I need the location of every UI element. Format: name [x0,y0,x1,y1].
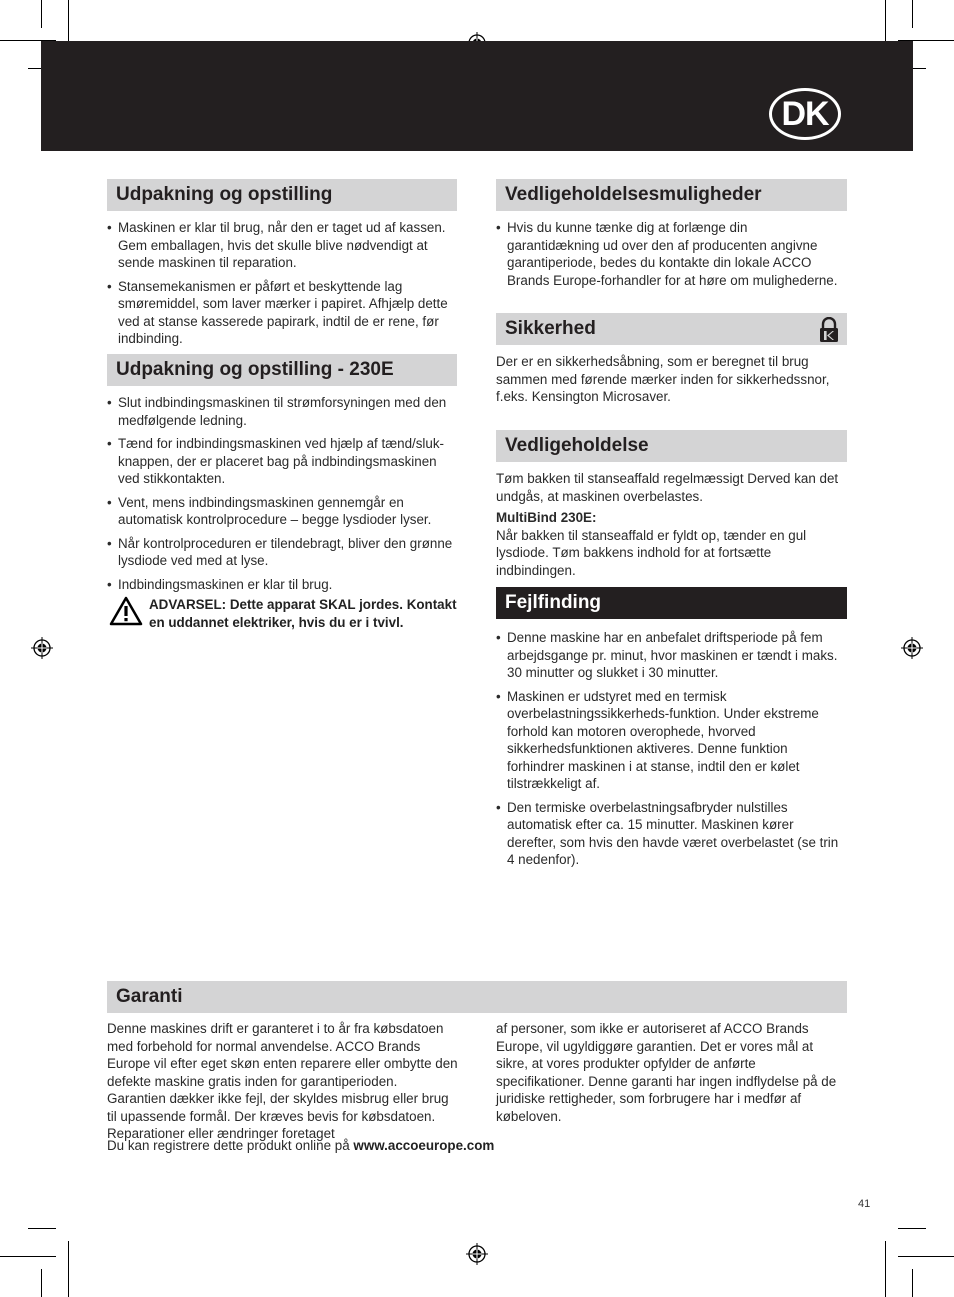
section-title-maintenance: Vedligeholdelse [496,430,847,462]
troubleshooting-body [496,629,842,875]
warranty-text: af personer, som ikke er autoriseret af ACCO Brands Europe, vil ugyldiggøre garantien. Det er vores mål at sikre, at vores produkter opfylder de anførte specifikationer. Denne garanti har ingen indflydelse på de juridiske rettigheder, som forbrugere har i medfør af købeloven. [496,1021,837,1124]
register-text: Du kan registrere dette produkt online på [107,1138,350,1153]
crop-mark [28,1228,56,1229]
section-title-troubleshooting: Fejlfinding [496,587,847,619]
crop-mark [885,1241,886,1297]
registration-mark-icon [901,637,923,659]
register-link[interactable]: www.accoeurope.com [353,1138,495,1153]
crop-mark [898,1256,954,1257]
list-item: • Maskinen er udstyret med en termisk overbelastningssikkerheds-funktion. Under ekstreme forhold kan motoren overophede, hvorved sikkerhedsfunktionen aktiveres. Denne funktion forhindrer maskinen i at stanse, indtil den er kølet tilstrækkeligt af. [496,688,842,793]
maintenance-subtext: Når bakken til stanseaffald er fyldt op, tænder en gul lysdiode. Tøm bakkens indhold for at fortsætte indbindingen. [496,527,807,578]
page-number: 41 [858,1198,871,1210]
warning-text: ADVARSEL: Dette apparat SKAL jordes. Kontakt en uddannet elektriker, hvis du er i tvivl. [149,597,457,630]
unpacking-230e-body [107,394,455,599]
registration-mark-icon [31,637,53,659]
section-title-maintenance-options: Vedligeholdelsesmuligheder [496,179,847,211]
section-title-security: Sikkerhed [496,313,847,345]
list-item: • Stansemekanismen er påført et beskyttende lag smøremiddel, som laver mærker i papiret. Afhjælp dette ved at stanse kasserede papirark, indtil de er rene, før indbinding. [107,278,459,348]
crop-mark [68,1241,69,1297]
crop-mark [912,0,913,28]
list-item: • Tænd for indbindingsmaskinen ved hjælp af tænd/sluk-knappen, der er placeret bag på indbindingsmaskinen ved stikkontakten. [107,435,455,488]
section-title-unpacking-230e: Udpakning og opstilling - 230E [107,354,457,386]
crop-mark [41,0,42,28]
security-body [496,353,846,406]
list-item: • Hvis du kunne tænke dig at forlænge din garantidækning ud over den af producenten angivne garantiperiode, bedes du kontakte din lokale ACCO Brands Europe-forhandler for at høre om mulighederne. [496,219,841,289]
maintenance-text: Tøm bakken til stanseaffald regelmæssigt Derved kan det undgås, at maskinen overbelastes. [496,471,839,504]
warranty-right-text [496,1020,848,1125]
list-item: • Vent, mens indbindingsmaskinen gennemgår en automatisk kontrolprocedure – begge lysdioder lyser. [107,494,455,529]
crop-mark [912,1269,913,1297]
warranty-text: Denne maskines drift er garanteret i to år fra købsdatoen med forbehold for normal anvendelse. ACCO Brands Europe vil efter eget skøn enten reparere eller ombytte den defekte maskine gratis inden for garantiperioden. Garantien dækker ikke fejl, der skyldes misbrug eller brug til upassende formål. Der kræves bevis for købsdatoen. Reparationer eller ændringer foretaget [107,1021,458,1141]
security-text: Der er en sikkerhedsåbning, som er beregnet til brug sammen med førende mærker inden for sikkerhedssnor, f.eks. Kensington Microsaver. [496,354,830,404]
crop-mark [0,1256,56,1257]
maintenance-subheading: MultiBind 230E: [496,510,597,525]
warranty-left-text [107,1020,459,1143]
maintenance-body [496,470,846,579]
warning-triangle-icon [109,596,143,626]
list-item: • Slut indbindingsmaskinen til strømforsyningen med den medfølgende ledning. [107,394,455,429]
crop-mark [898,1228,926,1229]
unpacking-body [107,219,459,354]
list-item: • Indbindingsmaskinen er klar til brug. [107,576,455,594]
warranty-register [107,1137,527,1155]
list-item: • Den termiske overbelastningsafbryder nulstilles automatisk efter ca. 15 minutter. Maskinen kører derefter, som hvis den havde været overbelastet (se trin 4 nedenfor). [496,799,842,869]
language-badge: DK [769,88,841,140]
kensington-lock-icon [819,317,839,343]
crop-mark [41,1269,42,1297]
registration-mark-icon [466,1243,488,1265]
list-item: • Når kontrolproceduren er tilendebragt, bliver den grønne lysdiode ved med at lyse. [107,535,455,570]
maintenance-options-body [496,219,841,295]
list-item: • Maskinen er klar til brug, når den er taget ud af kassen. Gem emballagen, hvis det skulle blive nødvendigt at sende maskinen til reparation. [107,219,459,272]
section-title-warranty: Garanti [107,981,847,1013]
warning-notice [109,596,459,631]
section-title-unpacking: Udpakning og opstilling [107,179,457,211]
list-item: • Denne maskine har en anbefalet driftsperiode på fem arbejdsgange pr. minut, hvor maskinen er tændt i maks. 30 minutter og slukket i 30 minutter. [496,629,842,682]
